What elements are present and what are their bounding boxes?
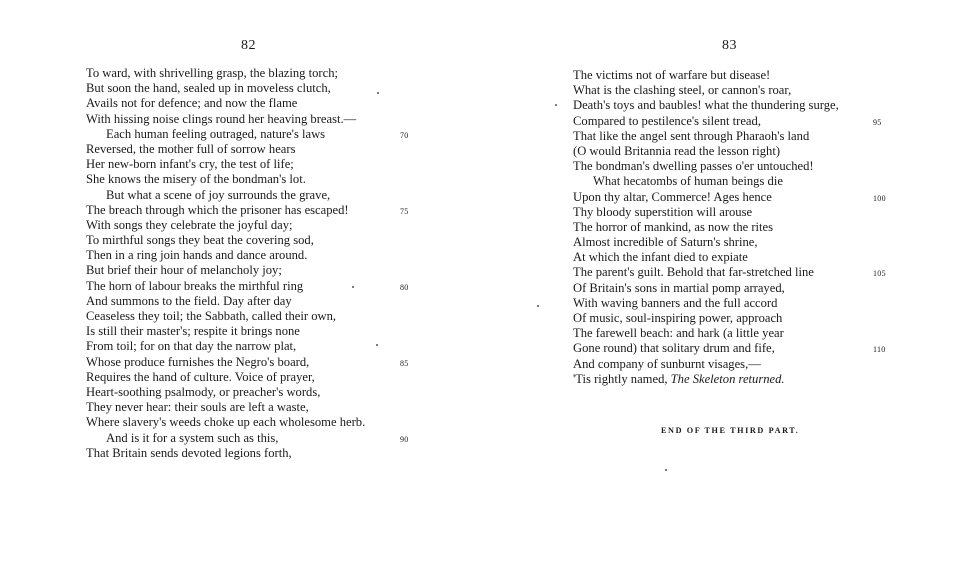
poem-line — [86, 81, 416, 96]
poem-line — [86, 142, 416, 157]
poem-line — [573, 296, 903, 311]
end-note: END OF THE THIRD PART. — [661, 426, 800, 435]
poem-line — [86, 415, 416, 430]
line-number: 100 — [873, 193, 886, 203]
poem-line-text: She knows the misery of the bondman's lot. — [86, 172, 306, 187]
poem-line-text: Where slavery's weeds choke up each wholesome herb. — [86, 415, 366, 430]
poem-line — [86, 279, 416, 294]
poem-line-text: But soon the hand, sealed up in moveless clutch, — [86, 81, 331, 96]
poem-line — [573, 220, 903, 235]
scan-speck — [537, 305, 539, 307]
poem-text — [573, 68, 903, 387]
poem-line — [86, 188, 416, 203]
poem-line — [573, 174, 903, 189]
poem-line-text: To ward, with shrivelling grasp, the blazing torch; — [86, 66, 338, 80]
poem-line — [573, 98, 903, 113]
poem-line-text: But brief their hour of melancholy joy; — [86, 263, 282, 278]
scan-speck — [352, 286, 354, 288]
poem-line-text: That like the angel sent through Pharaoh's land — [573, 128, 810, 143]
poem-line-text: Almost incredible of Saturn's shrine, — [573, 235, 758, 250]
line-number: 110 — [873, 345, 886, 355]
poem-line — [573, 83, 903, 98]
poem-line — [573, 129, 903, 144]
poem-line — [86, 446, 416, 461]
scan-speck — [555, 104, 557, 106]
poem-line-text: Of Britain's sons in martial pomp arrayed, — [573, 280, 785, 295]
poem-line — [573, 311, 903, 326]
poem-line — [573, 250, 903, 265]
poem-line-text: The farewell beach: and hark (a little year — [573, 326, 784, 341]
poem-line — [86, 203, 416, 218]
poem-line — [86, 233, 416, 248]
line-number: 75 — [400, 206, 409, 216]
poem-line — [86, 172, 416, 187]
line-number: 105 — [873, 269, 886, 279]
line-number: 90 — [400, 434, 409, 444]
poem-line-text: That Britain sends devoted legions forth, — [86, 445, 292, 460]
poem-line — [86, 385, 416, 400]
poem-line — [86, 127, 416, 142]
poem-line-text: Ceaseless they toil; the Sabbath, called their own, — [86, 309, 337, 323]
poem-line-text: Thy bloody superstition will arouse — [573, 204, 753, 219]
right-page — [490, 0, 980, 569]
poem-line — [86, 400, 416, 415]
line-number: 80 — [400, 282, 409, 292]
poem-line-text: The breach through which the prisoner has escaped! — [86, 202, 349, 217]
line-number: 70 — [400, 130, 409, 140]
poem-line — [86, 370, 416, 385]
poem-line-text: The horn of labour breaks the mirthful ring — [86, 278, 304, 293]
poem-line-text: To mirthful songs they beat the covering sod, — [86, 233, 314, 248]
poem-line — [86, 248, 416, 263]
poem-line — [573, 68, 903, 83]
poem-line — [86, 96, 416, 111]
poem-line-text: Compared to pestilence's silent tread, — [573, 113, 761, 128]
poem-line — [573, 235, 903, 250]
poem-line-text: They never hear: their souls are left a waste, — [86, 400, 309, 415]
poem-line-text: And summons to the field. Day after day — [86, 293, 292, 308]
poem-line-text: With hissing noise clings round her heaving breast.— — [86, 111, 357, 126]
poem-line-text: Gone round) that solitary drum and fife, — [573, 341, 775, 356]
poem-line-text: The victims not of warfare but disease! — [573, 68, 771, 82]
poem-line-text: What is the clashing steel, or cannon's roar, — [573, 83, 792, 98]
page-number: 83 — [722, 38, 737, 53]
poem-line — [573, 265, 903, 280]
poem-line-text: Reversed, the mother full of sorrow hears — [86, 141, 296, 156]
poem-line — [86, 339, 416, 354]
poem-line — [573, 281, 903, 296]
poem-line — [573, 357, 903, 372]
poem-line — [86, 263, 416, 278]
poem-line-text: Whose produce furnishes the Negro's board, — [86, 354, 310, 369]
poem-line-text: Heart-soothing psalmody, or preacher's words, — [86, 384, 321, 399]
poem-line — [573, 144, 903, 159]
poem-line-text: The horror of mankind, as now the rites — [573, 219, 774, 234]
poem-line-text: From toil; for on that day the narrow plat, — [86, 339, 297, 354]
poem-line-text: At which the infant died to expiate — [573, 250, 748, 265]
poem-text — [86, 66, 416, 461]
poem-line — [86, 294, 416, 309]
poem-title-emphasis: The Skeleton returned. — [670, 371, 785, 386]
poem-line — [573, 205, 903, 220]
poem-line-text: And company of sunburnt visages,— — [573, 356, 761, 371]
scan-speck — [377, 92, 379, 94]
line-number: 85 — [400, 358, 409, 368]
page-number: 82 — [241, 38, 256, 53]
poem-line — [573, 341, 903, 356]
poem-line-text: The parent's guilt. Behold that far-stretched line — [573, 265, 814, 280]
poem-line-text: Is still their master's; respite it brings none — [86, 324, 300, 339]
poem-line-text: Her new-born infant's cry, the test of life; — [86, 157, 294, 172]
poem-line-text: Then in a ring join hands and dance around. — [86, 248, 308, 263]
poem-line-text: 'Tis rightly named, — [573, 371, 671, 386]
poem-line-text: The bondman's dwelling passes o'er untouched! — [573, 159, 814, 174]
poem-line-text: With songs they celebrate the joyful day; — [86, 217, 293, 232]
poem-line — [86, 66, 416, 81]
scan-speck — [376, 344, 378, 346]
poem-line — [573, 190, 903, 205]
poem-line-text: Avails not for defence; and now the flame — [86, 96, 298, 111]
poem-line — [573, 326, 903, 341]
poem-line — [86, 324, 416, 339]
poem-line-text: With waving banners and the full accord — [573, 295, 778, 310]
scan-speck — [665, 469, 667, 471]
line-number: 95 — [873, 117, 882, 127]
poem-line — [86, 157, 416, 172]
poem-line — [573, 114, 903, 129]
poem-line — [86, 112, 416, 127]
poem-line — [86, 431, 416, 446]
poem-line — [573, 372, 903, 387]
poem-line — [573, 159, 903, 174]
poem-line-text: But what a scene of joy surrounds the grave, — [106, 187, 331, 202]
poem-line-text: Requires the hand of culture. Voice of prayer, — [86, 369, 315, 384]
poem-line-text: And is it for a system such as this, — [106, 430, 279, 445]
poem-line-text: (O would Britannia read the lesson right) — [573, 143, 781, 158]
poem-line-text: Upon thy altar, Commerce! Ages hence — [573, 189, 772, 204]
poem-line — [86, 218, 416, 233]
poem-line-text: Death's toys and baubles! what the thundering surge, — [573, 98, 839, 113]
poem-line-text: Of music, soul-inspiring power, approach — [573, 311, 783, 325]
poem-line-text: Each human feeling outraged, nature's laws — [106, 126, 326, 141]
poem-line — [86, 309, 416, 324]
poem-line — [86, 355, 416, 370]
poem-line-text: What hecatombs of human beings die — [593, 174, 783, 189]
